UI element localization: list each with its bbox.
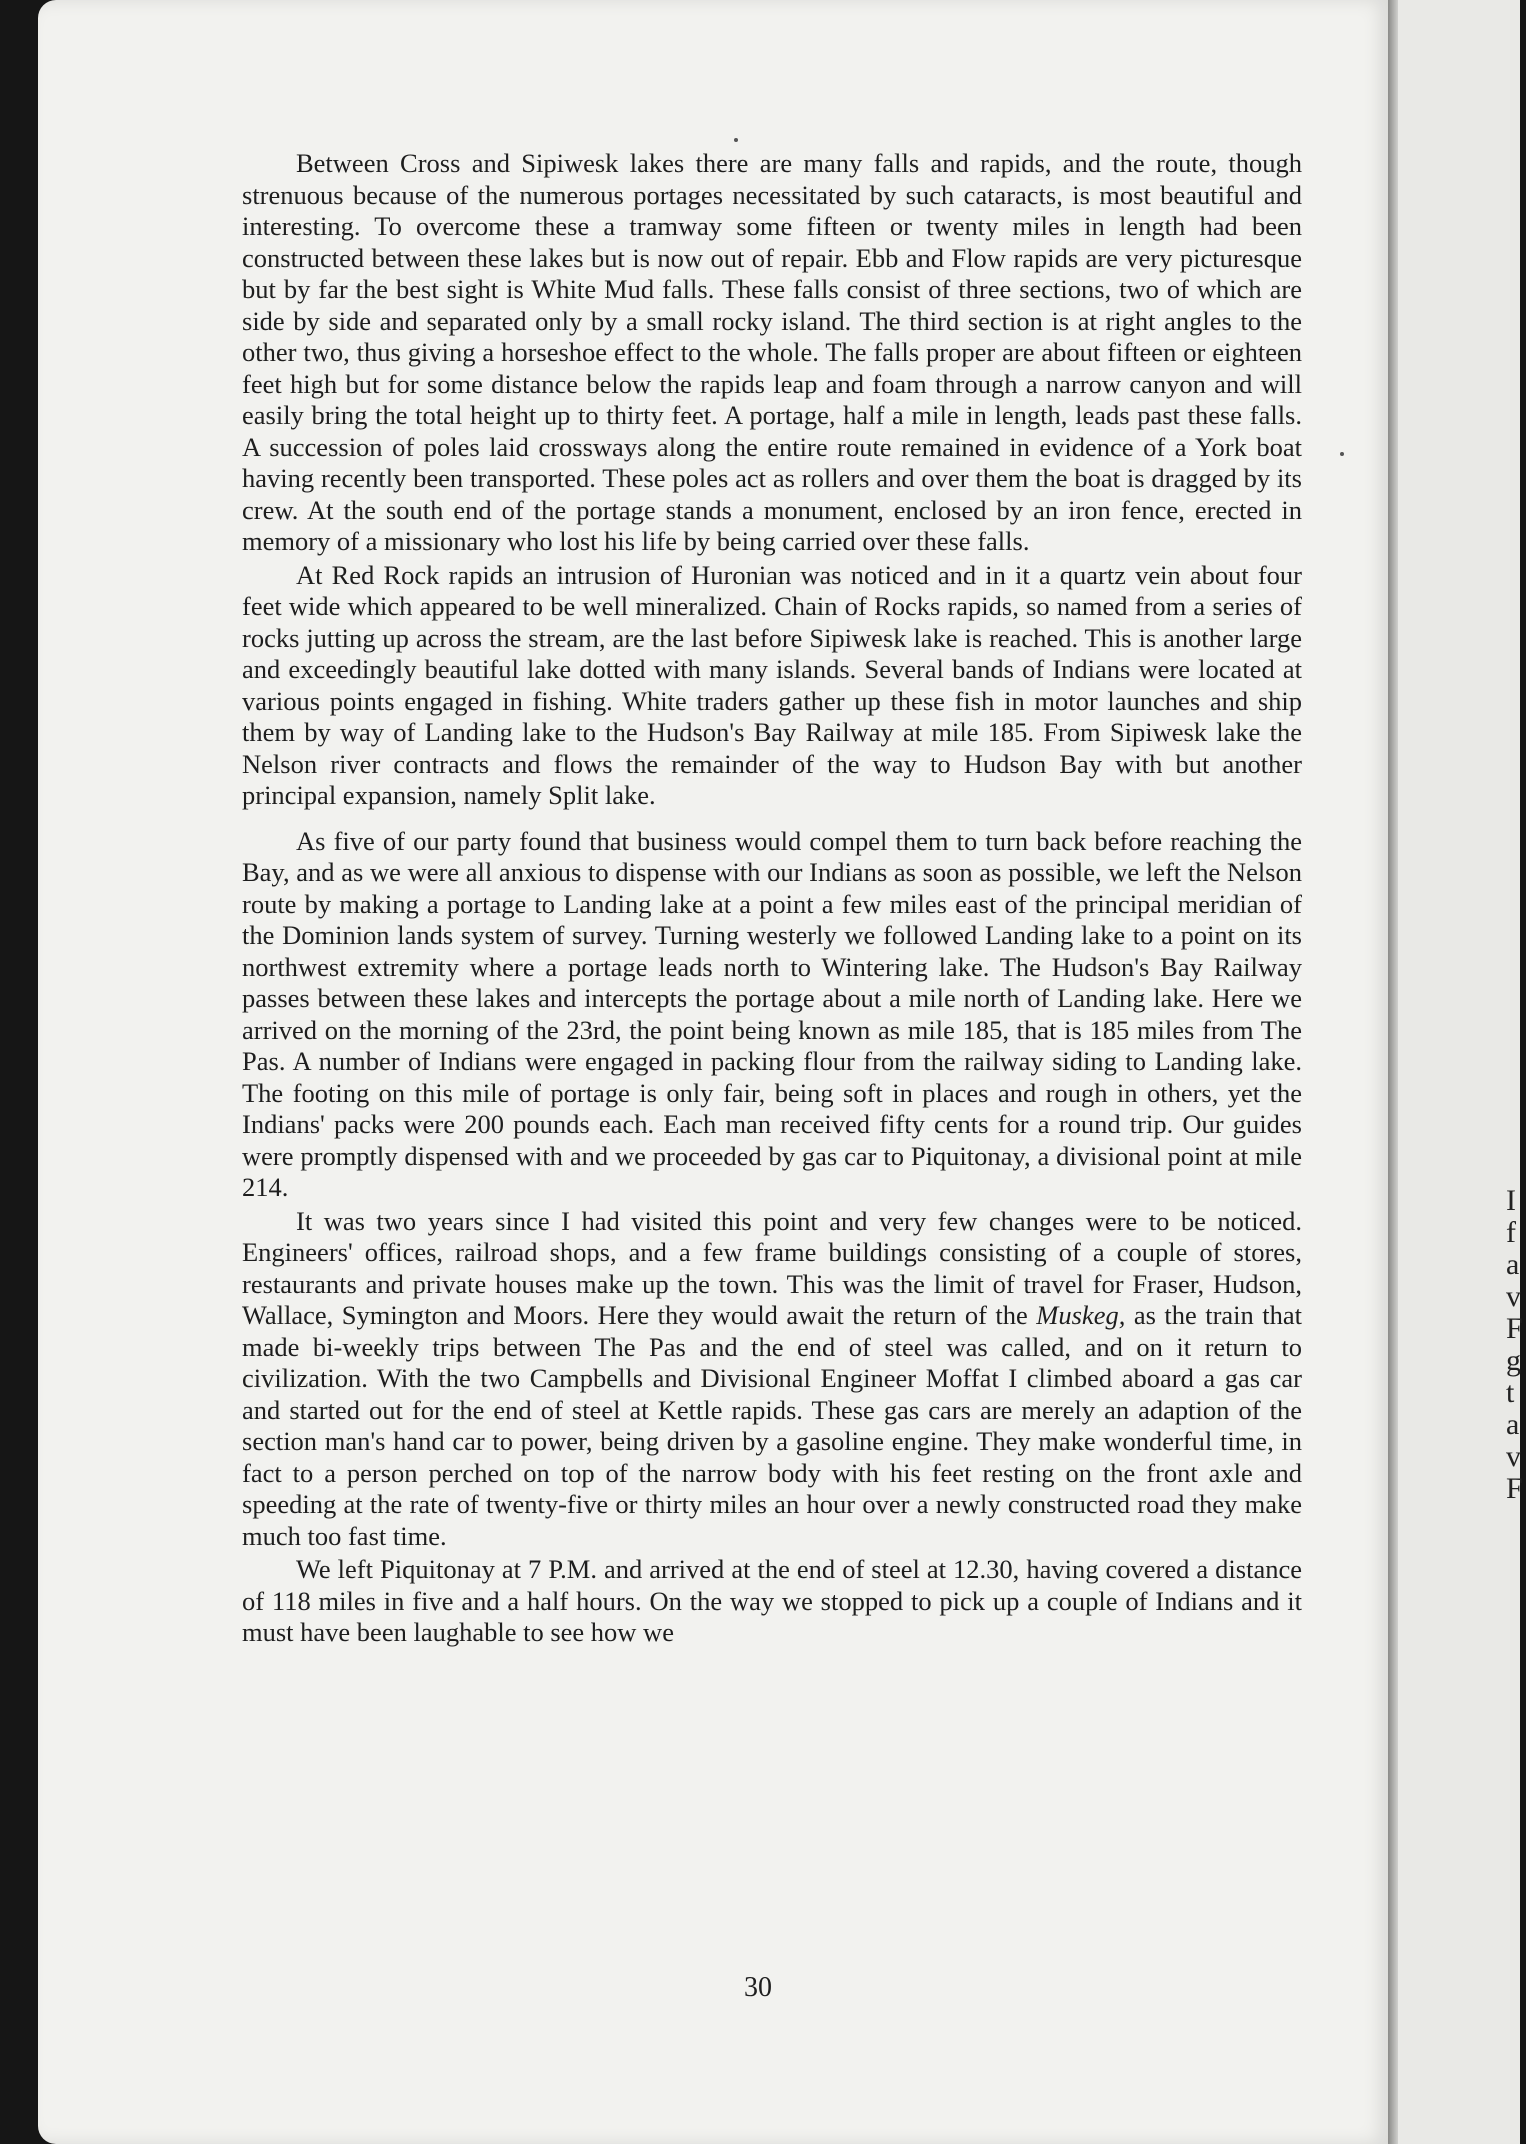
paragraph [242, 1206, 1302, 1553]
facing-page-edge [1388, 0, 1523, 2144]
book-gutter [1388, 0, 1398, 2144]
paragraph: At Red Rock rapids an intrusion of Huronian was noticed and in it a quartz vein about four feet wide which appeared to be well mineralized. Chain of Rocks rapids, so named from a series of rocks jutting up across the stream, are the last before Sipiwesk lake is reached. This is another large and exceedingly beautiful lake dotted with many islands. Several bands of Indians were located at various points engaged in fishing. White traders gather up these fish in motor launches and ship them by way of Landing lake to the Hudson's Bay Railway at mile 185. From Sipiwesk lake the Nelson river contracts and flows the remainder of the way to Hudson Bay with but another principal expansion, namely Split lake. [242, 559, 1302, 810]
facing-letter: a [1506, 1408, 1520, 1441]
train-name: Muskeg, [1036, 1300, 1126, 1330]
facing-letter: a [1506, 1248, 1520, 1281]
paragraph: We left Piquitonay at 7 P.M. and arrived at the end of steel at 12.30, having covered a distance of 118 miles in five and a half hours. On the way we stopped to pick up a couple of Indians and it must have been laughable to see how we [242, 1554, 1302, 1647]
paragraph-text: It was two years since I had visited this point and very few changes were to be noticed. Engineers' offices, railroad shops, and a few frame buildings consisting of a couple of stores, restaurants and private houses make up the town. This was the limit of travel for Fraser, Hudson, Wallace, Symington and Moors. Here they would await the return of the [242, 1205, 1302, 1330]
page-number: 30 [744, 1972, 772, 2003]
facing-letter: F [1506, 1472, 1523, 1505]
paragraph: Between Cross and Sipiwesk lakes there are many falls and rapids, and the route, though strenuous because of the numerous portages necessitated by such cataracts, is most beautiful and interesting. To overcome these a tramway some fifteen or twenty miles in length had been constructed between these lakes but is now out of repair. Ebb and Flow rapids are very picturesque but by far the best sight is White Mud falls. These falls consist of three sections, two of which are side by side and separated only by a small rocky island. The third section is at right angles to the other two, thus giving a horseshoe effect to the whole. The falls proper are about fifteen or eighteen feet high but for some distance below the rapids leap and foam through a narrow canyon and will easily bring the total height up to thirty feet. A portage, half a mile in length, leads past these falls. A succession of poles laid crossways along the entire route remained in evidence of a York boat having recently been transported. These poles act as rollers and over them the boat is dragged by its crew. At the south end of the portage stands a monument, enclosed by an iron fence, erected in memory of a missionary who lost his life by being carried over these falls. [242, 148, 1302, 556]
facing-letter: I [1506, 1184, 1516, 1217]
book-page [38, 0, 1390, 2144]
print-speck [1340, 452, 1344, 456]
body-text [242, 148, 1302, 1649]
facing-letter: v [1506, 1440, 1521, 1473]
facing-page-letters [1506, 1185, 1526, 1505]
facing-letter: t [1506, 1376, 1515, 1409]
facing-letter: F [1506, 1312, 1523, 1345]
paragraph-text: as the train that made bi-weekly trips between The Pas and the end of steel was called, and on it return to civilization. With the two Campbells and Divisional Engineer Moffat I climbed aboard a gas car and started out for the end of steel at Kettle rapids. These gas cars are merely an adaption of the section man's hand car to power, being driven by a gasoline engine. They make wonderful time, in fact to a person perched on top of the narrow body with his feet resting on the front axle and speeding at the rate of twenty-five or thirty miles an hour over a newly constructed road they make much too fast time. [242, 1300, 1303, 1551]
facing-letter: g [1506, 1344, 1521, 1377]
paragraph: As five of our party found that business would compel them to turn back before reaching the Bay, and as we were all anxious to dispense with our Indians as soon as possible, we left the Nelson route by making a portage to Landing lake at a point a few miles east of the principal meridian of the Dominion lands system of survey. Turning westerly we followed Landing lake to a point on its northwest extremity where a portage leads north to Wintering lake. The Hudson's Bay Railway passes between these lakes and intercepts the portage about a mile north of Landing lake. Here we arrived on the morning of the 23rd, the point being known as mile 185, that is 185 miles from The Pas. A number of Indians were engaged in packing flour from the railway siding to Landing lake. The footing on this mile of portage is only fair, being soft in places and rough in others, yet the Indians' packs were 200 pounds each. Each man received fifty cents for a round trip. Our guides were promptly dispensed with and we proceeded by gas car to Piquitonay, a divisional point at mile 214. [242, 825, 1302, 1202]
facing-letter: v [1506, 1280, 1521, 1313]
facing-letter: f [1506, 1216, 1516, 1249]
print-speck [734, 138, 738, 142]
